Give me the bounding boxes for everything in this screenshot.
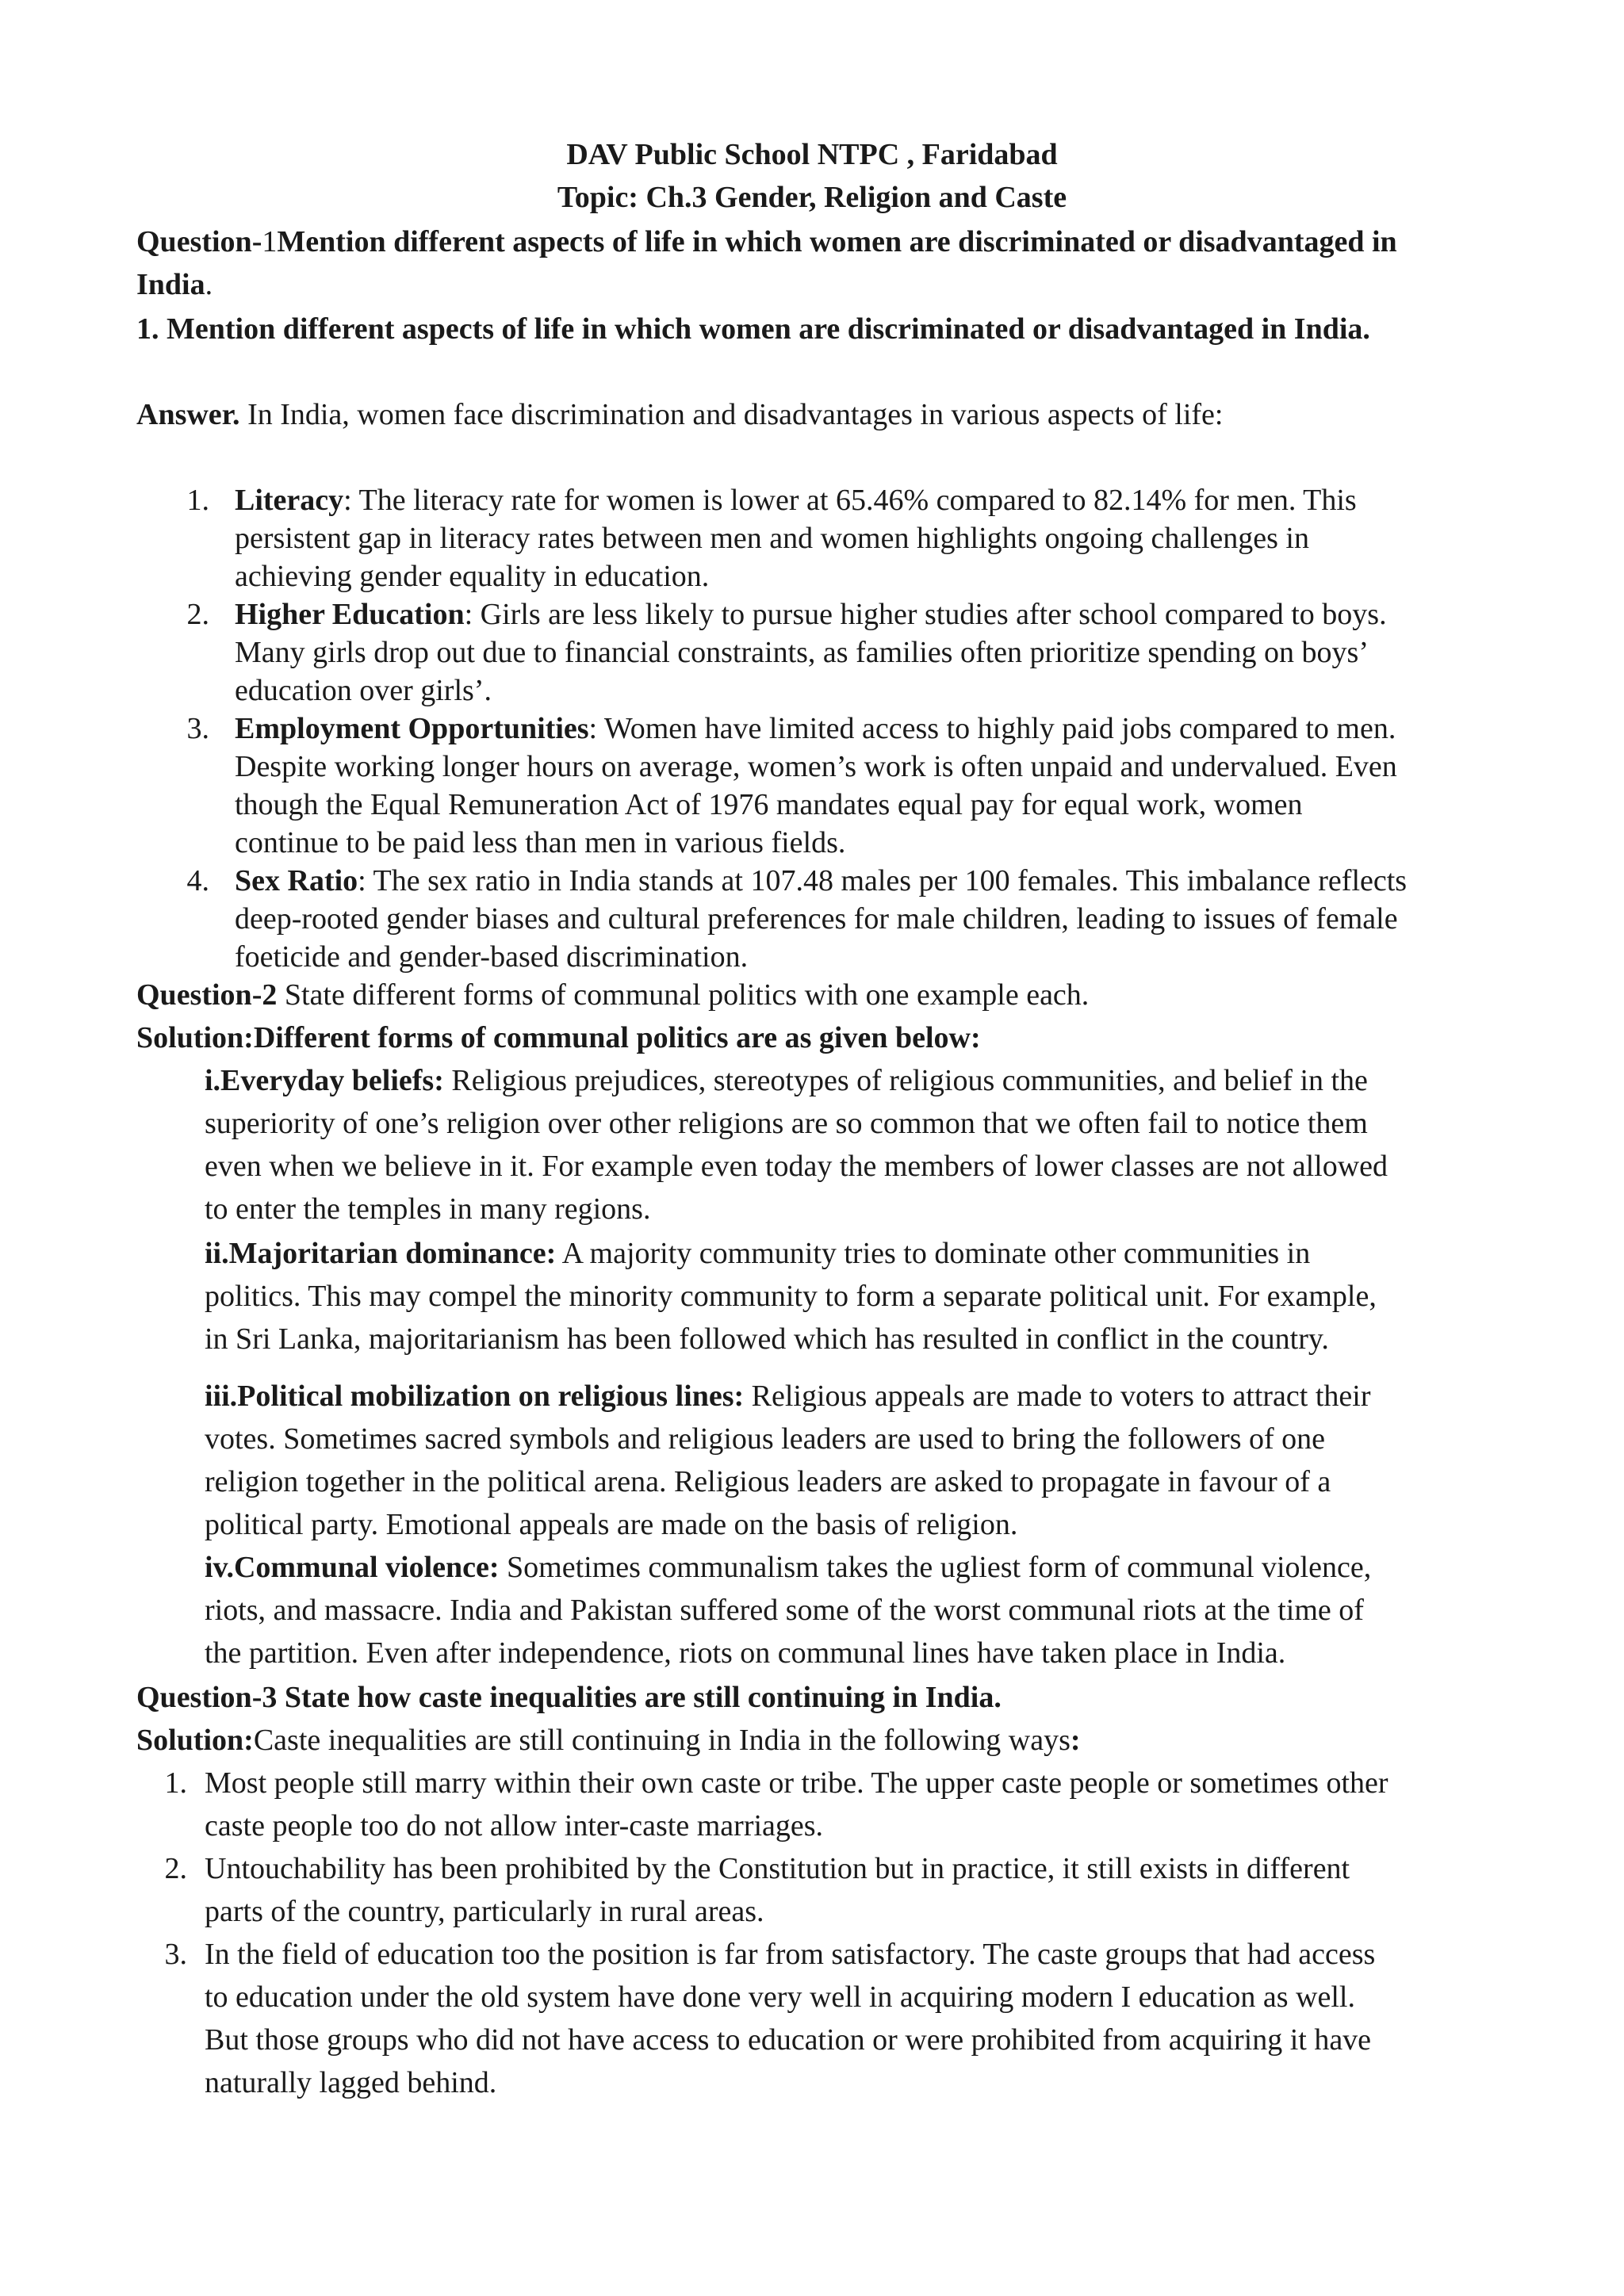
caste-item-3: In the field of education too the position is far from satisfactory. The caste groups that had access [205, 1938, 1376, 1971]
caste-item-2: Untouchability has been prohibited by the Constitution but in practice, it still exists in different [205, 1852, 1350, 1885]
list-item-higher-education: Higher Education: Girls are less likely to pursue higher studies after school compared to boys. [235, 598, 1387, 631]
answer-intro: Answer. In India, women face discrimination and disadvantages in various aspects of life: [136, 398, 1224, 431]
list-item-literacy: Literacy: The literacy rate for women is lower at 65.46% compared to 82.14% for men. This [235, 484, 1357, 517]
question-3-solution: Solution:Caste inequalities are still continuing in India in the following ways: [136, 1724, 1081, 1757]
caste-item-1: Most people still marry within their own caste or tribe. The upper caste people or sometimes other [205, 1766, 1388, 1800]
list-item-sex-ratio: Sex Ratio: The sex ratio in India stands at 107.48 males per 100 females. This imbalance reflects [235, 864, 1408, 897]
form-text: superiority of one’s religion over other religions are so common that we often fail to notice them [205, 1107, 1368, 1140]
question-1-line-1: Question-1Mention different aspects of life in which women are discriminated or disadvantaged in [136, 225, 1397, 258]
list-item-number: 4. [186, 864, 209, 897]
list-item-number: 2. [186, 598, 209, 631]
form-political-mobilization: iii.Political mobilization on religious lines: Religious appeals are made to voters to attract their [205, 1380, 1371, 1413]
list-item-number: 1. [186, 484, 209, 517]
school-title: DAV Public School NTPC , Faridabad [566, 138, 1058, 171]
list-item-text: persistent gap in literacy rates between men and women highlights ongoing challenges in [235, 522, 1309, 555]
form-text: the partition. Even after independence, riots on communal lines have taken place in India. [205, 1636, 1286, 1670]
question-2-solution: Solution:Different forms of communal politics are as given below: [136, 1021, 981, 1054]
topic-title: Topic: Ch.3 Gender, Religion and Caste [557, 181, 1067, 214]
form-majoritarian-dominance: ii.Majoritarian dominance: A majority community tries to dominate other communities in [205, 1237, 1311, 1270]
form-text: votes. Sometimes sacred symbols and religious leaders are used to bring the followers of one [205, 1422, 1326, 1456]
question-1-repeat: 1. Mention different aspects of life in which women are discriminated or disadvantaged in India. [136, 312, 1370, 346]
form-text: to enter the temples in many regions. [205, 1192, 651, 1226]
question-1-line-2: India. [136, 268, 213, 301]
list-item-number: 3. [164, 1938, 187, 1971]
form-text: political party. Emotional appeals are made on the basis of religion. [205, 1508, 1018, 1541]
form-text: even when we believe in it. For example even today the members of lower classes are not allowed [205, 1150, 1388, 1183]
list-item-number: 1. [164, 1766, 187, 1800]
caste-item-text: parts of the country, particularly in rural areas. [205, 1895, 764, 1928]
form-communal-violence: iv.Communal violence: Sometimes communalism takes the ugliest form of communal violence, [205, 1551, 1372, 1584]
list-item-text: achieving gender equality in education. [235, 560, 710, 593]
form-text: in Sri Lanka, majoritarianism has been followed which has resulted in conflict in the country. [205, 1322, 1329, 1356]
list-item-text: deep-rooted gender biases and cultural preferences for male children, leading to issues of female [235, 902, 1398, 936]
list-item-text: Despite working longer hours on average, women’s work is often unpaid and undervalued. Even [235, 750, 1397, 783]
caste-item-text: caste people too do not allow inter-caste marriages. [205, 1809, 824, 1843]
list-item-text: education over girls’. [235, 674, 492, 707]
form-everyday-beliefs: i.Everyday beliefs: Religious prejudices, stereotypes of religious communities, and belief in the [205, 1064, 1368, 1097]
list-item-text: foeticide and gender-based discrimination. [235, 940, 749, 974]
list-item-number: 2. [164, 1852, 187, 1885]
form-text: riots, and massacre. India and Pakistan suffered some of the worst communal riots at the time of [205, 1594, 1364, 1627]
question-2: Question-2 State different forms of communal politics with one example each. [136, 978, 1090, 1012]
caste-item-text: naturally lagged behind. [205, 2066, 497, 2099]
list-item-text: Many girls drop out due to financial constraints, as families often prioritize spending on boys’ [235, 636, 1369, 669]
form-text: religion together in the political arena. Religious leaders are asked to propagate in favour of a [205, 1465, 1331, 1498]
list-item-text: continue to be paid less than men in various fields. [235, 826, 846, 859]
question-3: Question-3 State how caste inequalities are still continuing in India. [136, 1681, 1002, 1714]
list-item-text: though the Equal Remuneration Act of 1976 mandates equal pay for equal work, women [235, 788, 1303, 821]
caste-item-text: to education under the old system have done very well in acquiring modern I education as well. [205, 1980, 1355, 2014]
caste-item-text: But those groups who did not have access to education or were prohibited from acquiring it have [205, 2023, 1372, 2057]
list-item-employment: Employment Opportunities: Women have limited access to highly paid jobs compared to men. [235, 712, 1396, 745]
list-item-number: 3. [186, 712, 209, 745]
form-text: politics. This may compel the minority community to form a separate political unit. For example, [205, 1280, 1377, 1313]
